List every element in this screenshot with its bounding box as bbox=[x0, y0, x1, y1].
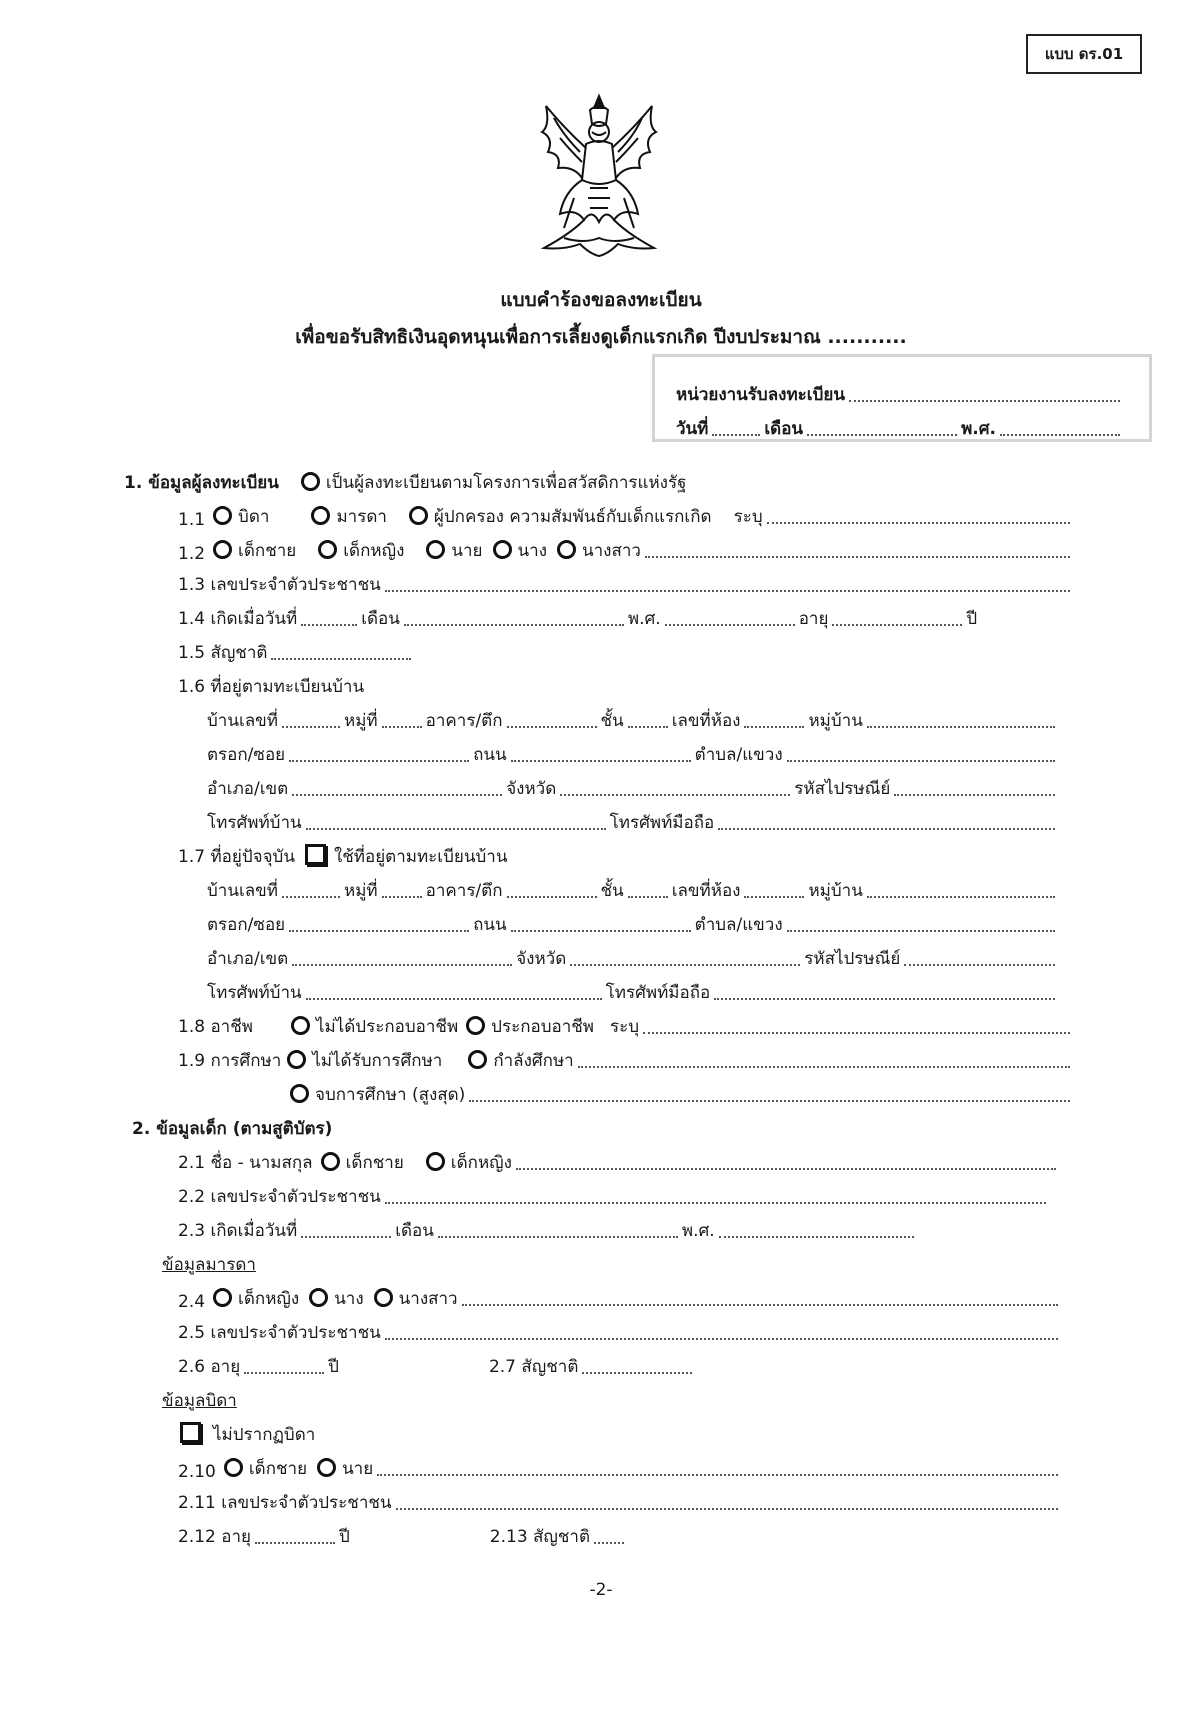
cur-room-field[interactable] bbox=[744, 896, 804, 898]
reg-address-row-3: อำเภอ/เขต จังหวัด รหัสไปรษณีย์ bbox=[207, 772, 1059, 802]
cur-mobile-field[interactable] bbox=[714, 998, 1055, 1000]
cur-home-phone-field[interactable] bbox=[306, 998, 602, 1000]
row-1-6: 1.6 ที่อยู่ตามทะเบียนบ้าน bbox=[178, 677, 365, 697]
child-name-field[interactable] bbox=[516, 1168, 1056, 1170]
form-title: แบบคำร้องขอลงทะเบียน bbox=[500, 289, 702, 311]
applicant-girl-radio[interactable] bbox=[318, 540, 337, 559]
row-2-11: 2.11 เลขประจำตัวประชาชน bbox=[178, 1486, 1062, 1516]
row-1-1: 1.1 บิดา มารดา ผู้ปกครอง ความสัมพันธ์กับเด็กแรกเกิด ระบุ bbox=[178, 500, 1074, 530]
row-1-7: 1.7 ที่อยู่ปัจจุบัน ใช้ที่อยู่ตามทะเบียนบ้าน bbox=[178, 840, 1074, 870]
reg-unit-field[interactable] bbox=[849, 400, 1120, 402]
child-birth-month-field[interactable] bbox=[438, 1236, 678, 1238]
reg-house-no-field[interactable] bbox=[282, 726, 340, 728]
applicant-mrs-radio[interactable] bbox=[493, 540, 512, 559]
cur-house-no-field[interactable] bbox=[282, 896, 340, 898]
child-girl-radio[interactable] bbox=[426, 1152, 445, 1171]
child-birth-day-field[interactable] bbox=[301, 1236, 391, 1238]
applicant-birth-month-field[interactable] bbox=[404, 624, 624, 626]
row-1-9: 1.9 การศึกษา ไม่ได้รับการศึกษา กำลังศึกษา bbox=[178, 1044, 1074, 1074]
mother-mrs-radio[interactable] bbox=[309, 1288, 328, 1307]
occupation-working-radio[interactable] bbox=[466, 1016, 485, 1035]
mother-heading: ข้อมูลมารดา bbox=[162, 1255, 256, 1275]
reg-year-field[interactable] bbox=[1000, 434, 1120, 436]
cur-village-field[interactable] bbox=[867, 896, 1055, 898]
reg-postcode-field[interactable] bbox=[894, 794, 1055, 796]
relationship-field[interactable] bbox=[767, 522, 1070, 524]
cur-address-row-1: บ้านเลขที่ หมู่ที่ อาคาร/ตึก ชั้น เลขที่ห้อง หมู่บ้าน bbox=[207, 874, 1059, 904]
mother-name-field[interactable] bbox=[462, 1304, 1058, 1306]
applicant-boy-radio[interactable] bbox=[213, 540, 232, 559]
mother-id-field[interactable] bbox=[385, 1338, 1058, 1340]
father-heading-row bbox=[162, 1384, 562, 1414]
row-2-6: 2.6 อายุ ปี 2.7 สัญชาติ bbox=[178, 1350, 718, 1380]
applicant-birth-year-field[interactable] bbox=[665, 624, 795, 626]
form-code-box: แบบ ดร.01 bbox=[1026, 34, 1142, 74]
row-2-3: 2.3 เกิดเมื่อวันที่ เดือน พ.ศ. bbox=[178, 1214, 918, 1244]
reg-soi-field[interactable] bbox=[289, 760, 469, 762]
occupation-field[interactable] bbox=[643, 1032, 1070, 1034]
cur-address-row-3: อำเภอ/เขต จังหวัด รหัสไปรษณีย์ bbox=[207, 942, 1059, 972]
father-age-field[interactable] bbox=[255, 1542, 335, 1544]
welfare-radio[interactable] bbox=[301, 472, 320, 491]
mother-nationality-field[interactable] bbox=[582, 1372, 692, 1374]
mother-heading-row bbox=[162, 1248, 562, 1278]
mother-miss-radio[interactable] bbox=[374, 1288, 393, 1307]
applicant-name-field[interactable] bbox=[645, 556, 1070, 558]
section-2-heading-row bbox=[132, 1112, 1074, 1142]
cur-soi-field[interactable] bbox=[289, 930, 469, 932]
education-studying-radio[interactable] bbox=[468, 1050, 487, 1069]
cur-postcode-field[interactable] bbox=[904, 964, 1055, 966]
reg-address-row-4: โทรศัพท์บ้าน โทรศัพท์มือถือ bbox=[207, 806, 1059, 836]
same-address-checkbox[interactable] bbox=[305, 844, 326, 865]
row-1-4: 1.4 เกิดเมื่อวันที่ เดือน พ.ศ. อายุ ปี bbox=[178, 609, 978, 629]
row-1-5: 1.5 สัญชาติ bbox=[178, 636, 1074, 666]
cur-province-field[interactable] bbox=[570, 964, 800, 966]
education-graduated-radio[interactable] bbox=[290, 1084, 309, 1103]
row-2-4: 2.4 เด็กหญิง นาง นางสาว bbox=[178, 1282, 1062, 1312]
reg-building-field[interactable] bbox=[507, 726, 597, 728]
applicant-birth-day-field[interactable] bbox=[301, 624, 357, 626]
reg-room-field[interactable] bbox=[744, 726, 804, 728]
garuda-emblem-icon bbox=[524, 88, 674, 260]
row-1-3: 1.3 เลขประจำตัวประชาชน bbox=[178, 568, 1074, 598]
reg-home-phone-field[interactable] bbox=[306, 828, 606, 830]
cur-subdistrict-field[interactable] bbox=[787, 930, 1055, 932]
guardian-radio[interactable] bbox=[409, 506, 428, 525]
father-nationality-field[interactable] bbox=[594, 1542, 624, 1544]
reg-address-row-2: ตรอก/ซอย ถนน ตำบล/แขวง bbox=[207, 738, 1059, 768]
cur-road-field[interactable] bbox=[511, 930, 691, 932]
applicant-age-field[interactable] bbox=[832, 624, 962, 626]
mother-girl-radio[interactable] bbox=[213, 1288, 232, 1307]
applicant-mr-radio[interactable] bbox=[426, 540, 445, 559]
row-1-2: 1.2 เด็กชาย เด็กหญิง นาย นาง นางสาว bbox=[178, 534, 1074, 564]
cur-moo-field[interactable] bbox=[382, 896, 422, 898]
cur-address-row-2: ตรอก/ซอย ถนน ตำบล/แขวง bbox=[207, 908, 1059, 938]
reg-road-field[interactable] bbox=[511, 760, 691, 762]
applicant-miss-radio[interactable] bbox=[557, 540, 576, 559]
reg-subdistrict-field[interactable] bbox=[787, 760, 1055, 762]
reg-district-field[interactable] bbox=[292, 794, 502, 796]
no-father-checkbox[interactable] bbox=[180, 1422, 201, 1443]
row-2-2: 2.2 เลขประจำตัวประชาชน bbox=[178, 1180, 1050, 1210]
row-1-9-graduated: จบการศึกษา (สูงสุด) bbox=[290, 1078, 1074, 1108]
page-number: -2- bbox=[589, 1580, 613, 1600]
education-graduated-field[interactable] bbox=[469, 1100, 1070, 1102]
reg-floor-field[interactable] bbox=[628, 726, 668, 728]
section-1-heading: 1. ข้อมูลผู้ลงทะเบียน bbox=[124, 473, 279, 493]
form-subtitle: เพื่อขอรับสิทธิเงินอุดหนุนเพื่อการเลี้ยงดูเด็กแรกเกิด ปีงบประมาณ ........... bbox=[295, 326, 907, 348]
father-heading: ข้อมูลบิดา bbox=[162, 1391, 237, 1411]
no-father-row: ไม่ปรากฏบิดา bbox=[180, 1418, 680, 1448]
child-boy-radio[interactable] bbox=[321, 1152, 340, 1171]
father-mr-radio[interactable] bbox=[317, 1458, 336, 1477]
reg-address-row-1: บ้านเลขที่ หมู่ที่ อาคาร/ตึก ชั้น เลขที่ห้อง หมู่บ้าน bbox=[207, 704, 1059, 734]
mother-age-field[interactable] bbox=[244, 1372, 324, 1374]
applicant-id-field[interactable] bbox=[385, 590, 1070, 592]
section-1-heading-row: 1. ข้อมูลผู้ลงทะเบียน เป็นผู้ลงทะเบียนตามโครงการเพื่อสวัสดิการแห่งรัฐ bbox=[124, 466, 1074, 496]
father-boy-radio[interactable] bbox=[224, 1458, 243, 1477]
child-birth-year-field[interactable] bbox=[719, 1236, 914, 1238]
reg-month-field[interactable] bbox=[807, 434, 957, 436]
reg-date-row: วันที่ เดือน พ.ศ. bbox=[676, 412, 1124, 442]
row-2-12: 2.12 อายุ ปี 2.13 สัญชาติ bbox=[178, 1520, 738, 1550]
cur-address-row-4: โทรศัพท์บ้าน โทรศัพท์มือถือ bbox=[207, 976, 1059, 1006]
education-none-radio[interactable] bbox=[287, 1050, 306, 1069]
reg-province-field[interactable] bbox=[560, 794, 790, 796]
mother-radio[interactable] bbox=[311, 506, 330, 525]
section-2-heading: 2. ข้อมูลเด็ก (ตามสูติบัตร) bbox=[132, 1119, 333, 1139]
row-2-1: 2.1 ชื่อ - นามสกุล เด็กชาย เด็กหญิง bbox=[178, 1146, 1060, 1176]
reg-day-field[interactable] bbox=[712, 434, 760, 436]
occupation-none-radio[interactable] bbox=[291, 1016, 310, 1035]
row-2-5: 2.5 เลขประจำตัวประชาชน bbox=[178, 1316, 1062, 1346]
reg-moo-field[interactable] bbox=[382, 726, 422, 728]
reg-mobile-field[interactable] bbox=[718, 828, 1055, 830]
father-id-field[interactable] bbox=[396, 1508, 1058, 1510]
row-2-10: 2.10 เด็กชาย นาย bbox=[178, 1452, 1062, 1482]
row-1-8: 1.8 อาชีพ ไม่ได้ประกอบอาชีพ ประกอบอาชีพ ระบุ bbox=[178, 1010, 1074, 1040]
education-studying-field[interactable] bbox=[578, 1066, 1070, 1068]
cur-district-field[interactable] bbox=[292, 964, 512, 966]
reg-unit-row: หน่วยงานรับลงทะเบียน bbox=[676, 378, 1124, 408]
cur-building-field[interactable] bbox=[507, 896, 597, 898]
child-id-field[interactable] bbox=[385, 1202, 1046, 1204]
reg-village-field[interactable] bbox=[867, 726, 1055, 728]
cur-floor-field[interactable] bbox=[628, 896, 668, 898]
father-name-field[interactable] bbox=[377, 1474, 1058, 1476]
father-radio[interactable] bbox=[213, 506, 232, 525]
applicant-nationality-field[interactable] bbox=[271, 658, 411, 660]
